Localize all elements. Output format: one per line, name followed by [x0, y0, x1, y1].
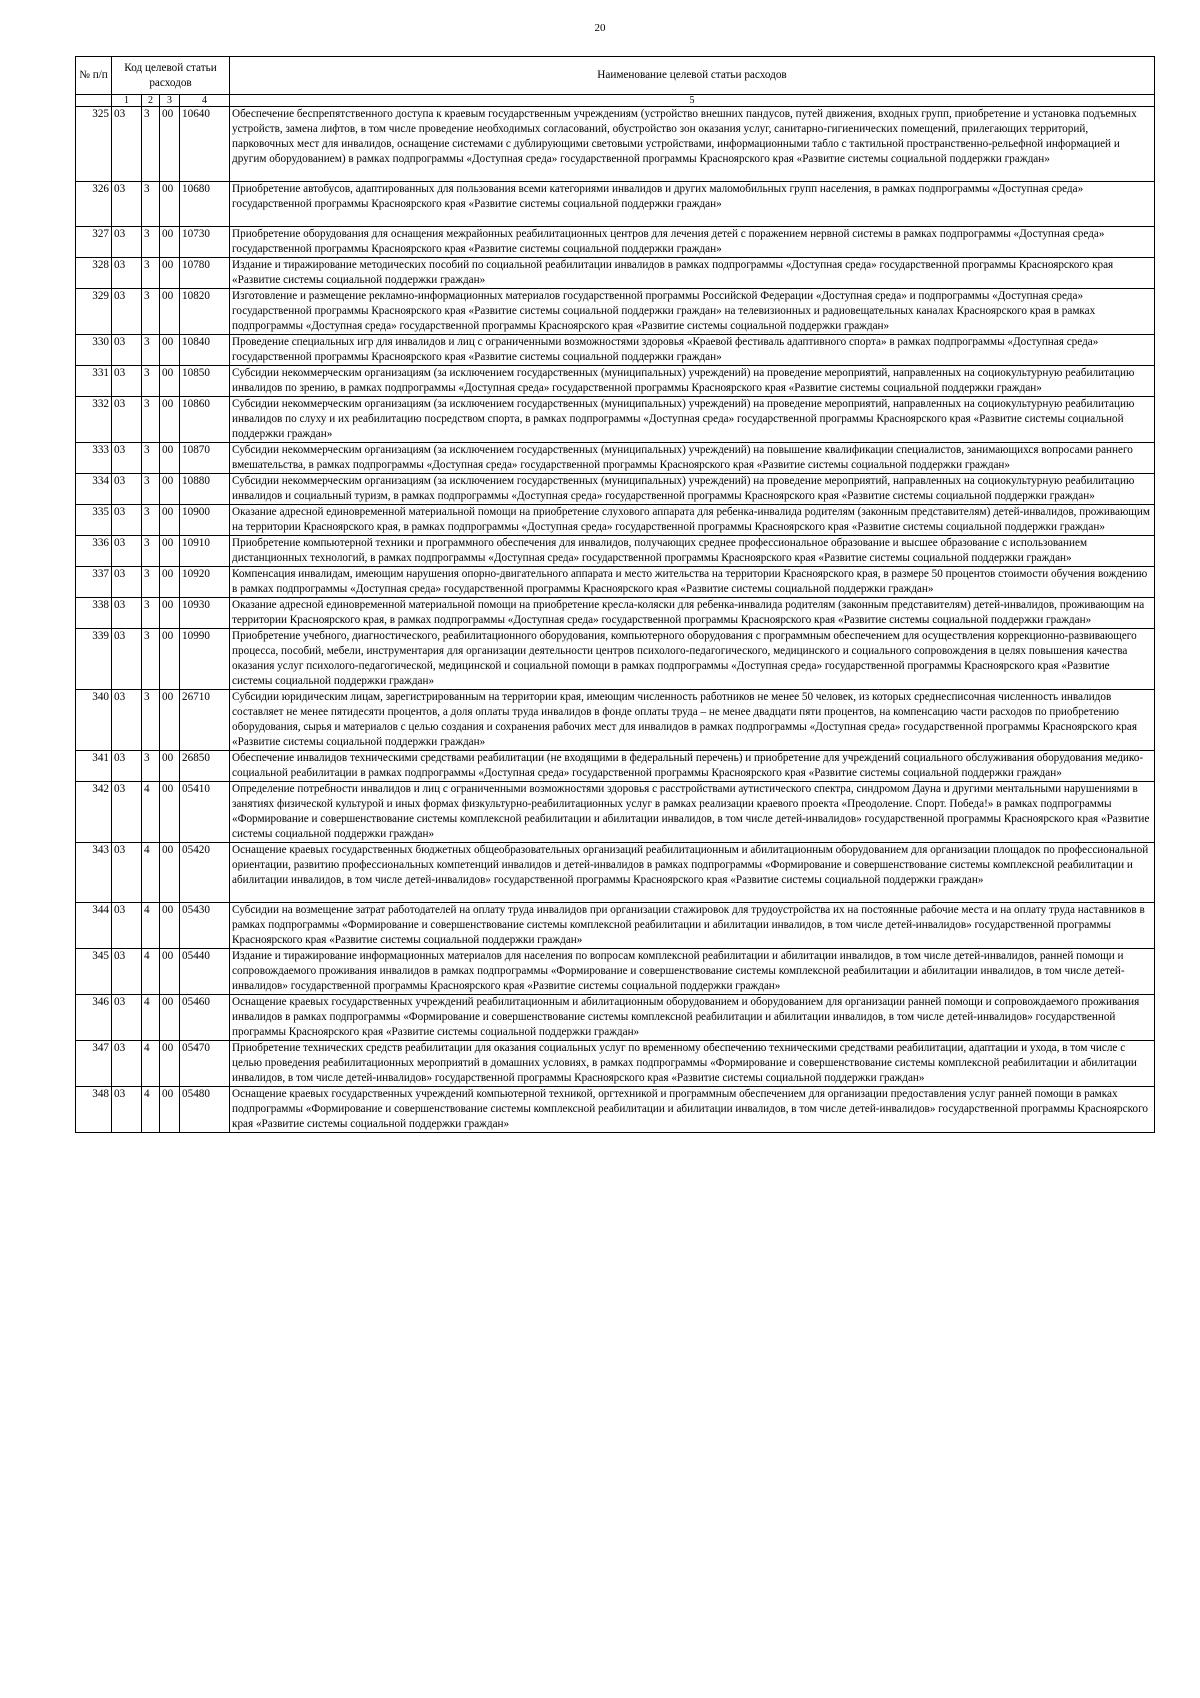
expense-item-name: Обеспечение беспрепятственного доступа к краевым государственным учреждениям (устройство внешних пандусов, путей движения, входных групп, приобретение и установка подъемных устройств, замена лифтов, в том числе проведение необходимых согласований, обустройство зон оказания услуг, санитарно-гигиенических помещений, прилегающих территорий, парковочных мест для инвалидов, оснащение системами с дублирующими световыми устройствами, информационными табло с тактильной пространственно-рельефной информацией и другим оборудованием) в рамках подпрограммы «Доступная среда» государственной программы Красноярского края «Развитие системы социальной поддержки граждан»: [230, 107, 1155, 182]
code-part-2: 4: [142, 1087, 160, 1133]
table-row: [76, 443, 1155, 474]
table-row: [76, 258, 1155, 289]
code-part-1: 03: [112, 751, 142, 782]
header-name: Наименование целевой статьи расходов: [230, 57, 1155, 95]
expense-item-name: Изготовление и размещение рекламно-информационных материалов государственной программы Российской Федерации «Доступная среда» и подпрограммы «Доступная среда» государственной программы Красноярского края «Развитие системы социальной поддержки граждан» на телевизионных и радиовещательных каналах Красноярского края в рамках подпрограммы «Доступная среда» государственной программы Красноярского края «Развитие системы социальной поддержки граждан»: [230, 289, 1155, 335]
table-row: [76, 227, 1155, 258]
table-body: [76, 107, 1155, 1133]
header-num-blank: [76, 95, 112, 107]
row-number: 325: [76, 107, 112, 182]
table-row: [76, 182, 1155, 227]
code-part-4: 10870: [180, 443, 230, 474]
code-part-3: 00: [160, 397, 180, 443]
expense-item-name: Оснащение краевых государственных учреждений реабилитационным и абилитационным оборудованием и оборудованием для организации ранней помощи и сопровождаемого проживания инвалидов в рамках подпрограммы «Формирование и совершенствование системы комплексной реабилитации и абилитации инвалидов, в том числе детей-инвалидов» государственной программы Красноярского края «Развитие системы социальной поддержки граждан»: [230, 995, 1155, 1041]
code-part-1: 03: [112, 107, 142, 182]
code-part-2: 3: [142, 629, 160, 690]
code-part-4: 10930: [180, 598, 230, 629]
row-number: 332: [76, 397, 112, 443]
code-part-1: 03: [112, 289, 142, 335]
code-part-4: 10730: [180, 227, 230, 258]
code-part-1: 03: [112, 335, 142, 366]
code-part-3: 00: [160, 107, 180, 182]
header-num: № п/п: [76, 57, 112, 95]
code-part-4: 05430: [180, 903, 230, 949]
expense-item-name: Приобретение автобусов, адаптированных для пользования всеми категориями инвалидов и других маломобильных групп населения, в рамках подпрограммы «Доступная среда» государственной программы Красноярского края «Развитие системы социальной поддержки граждан»: [230, 182, 1155, 227]
code-part-3: 00: [160, 995, 180, 1041]
code-part-1: 03: [112, 182, 142, 227]
code-part-4: 10920: [180, 567, 230, 598]
table-row: [76, 289, 1155, 335]
code-part-4: 05420: [180, 843, 230, 903]
col-number-5: 5: [230, 95, 1155, 107]
code-part-1: 03: [112, 443, 142, 474]
code-part-1: 03: [112, 366, 142, 397]
code-part-1: 03: [112, 505, 142, 536]
expense-item-name: Оказание адресной единовременной материальной помощи на приобретение слухового аппарата для ребенка-инвалида родителям (законным представителям) детей-инвалидов, проживающим на территории Красноярского края, в рамках подпрограммы «Доступная среда» государственной программы Красноярского края «Развитие системы социальной поддержки граждан»: [230, 505, 1155, 536]
table-row: [76, 903, 1155, 949]
code-part-2: 3: [142, 335, 160, 366]
code-part-2: 3: [142, 182, 160, 227]
table-row: [76, 598, 1155, 629]
code-part-3: 00: [160, 629, 180, 690]
expense-item-name: Издание и тиражирование методических пособий по социальной реабилитации инвалидов в рамках подпрограммы «Доступная среда» государственной программы Красноярского края «Развитие системы социальной поддержки граждан»: [230, 258, 1155, 289]
col-number-4: 4: [180, 95, 230, 107]
row-number: 347: [76, 1041, 112, 1087]
row-number: 348: [76, 1087, 112, 1133]
table-row: [76, 397, 1155, 443]
code-part-3: 00: [160, 1041, 180, 1087]
code-part-3: 00: [160, 366, 180, 397]
col-number-3: 3: [160, 95, 180, 107]
row-number: 326: [76, 182, 112, 227]
code-part-1: 03: [112, 995, 142, 1041]
table-row: [76, 843, 1155, 903]
table-row: [76, 995, 1155, 1041]
code-part-4: 10910: [180, 536, 230, 567]
expense-item-name: Определение потребности инвалидов и лиц с ограниченными возможностями здоровья с расстройствами аутистического спектра, синдромом Дауна и другими ментальными нарушениями в занятиях физической культурой и иных формах физкультурно-реабилитационных услуг в рамках реализации краевого проекта «Преодоление. Спорт. Победа!» в рамках подпрограммы «Формирование и совершенствование системы комплексной реабилитации и абилитации инвалидов, в том числе детей-инвалидов» государственной программы Красноярского края «Развитие системы социальной поддержки граждан»: [230, 782, 1155, 843]
row-number: 331: [76, 366, 112, 397]
col-number-2: 2: [142, 95, 160, 107]
code-part-2: 3: [142, 567, 160, 598]
expense-item-name: Оказание адресной единовременной материальной помощи на приобретение кресла-коляски для ребенка-инвалида родителям (законным представителям) детей-инвалидов, проживающим на территории Красноярского края, в рамках подпрограммы «Доступная среда» государственной программы Красноярского края «Развитие системы социальной поддержки граждан»: [230, 598, 1155, 629]
row-number: 341: [76, 751, 112, 782]
code-part-4: 05470: [180, 1041, 230, 1087]
code-part-3: 00: [160, 598, 180, 629]
code-part-2: 3: [142, 289, 160, 335]
expense-item-name: Оснащение краевых государственных бюджетных общеобразовательных организаций реабилитационным и абилитационным оборудованием для организации площадок по профессиональной ориентации, развитию профессиональных компетенций инвалидов и детей-инвалидов в рамках подпрограммы «Формирование и совершенствование системы комплексной реабилитации и абилитации инвалидов, в том числе детей-инвалидов» государственной программы Красноярского края «Развитие системы социальной поддержки граждан»: [230, 843, 1155, 903]
code-part-1: 03: [112, 1041, 142, 1087]
code-part-1: 03: [112, 843, 142, 903]
table-row: [76, 782, 1155, 843]
code-part-3: 00: [160, 751, 180, 782]
code-part-1: 03: [112, 536, 142, 567]
code-part-4: 10840: [180, 335, 230, 366]
code-part-2: 4: [142, 782, 160, 843]
row-number: 339: [76, 629, 112, 690]
row-number: 333: [76, 443, 112, 474]
code-part-3: 00: [160, 536, 180, 567]
code-part-3: 00: [160, 903, 180, 949]
code-part-3: 00: [160, 690, 180, 751]
code-part-2: 3: [142, 366, 160, 397]
code-part-1: 03: [112, 474, 142, 505]
expense-item-name: Субсидии некоммерческим организациям (за исключением государственных (муниципальных) учреждений) на проведение мероприятий, направленных на социокультурную реабилитацию инвалидов и социальный туризм, в рамках подпрограммы «Доступная среда» государственной программы Красноярского края «Развитие системы социальной поддержки граждан»: [230, 474, 1155, 505]
code-part-3: 00: [160, 474, 180, 505]
row-number: 340: [76, 690, 112, 751]
code-part-4: 10900: [180, 505, 230, 536]
row-number: 343: [76, 843, 112, 903]
code-part-4: 05460: [180, 995, 230, 1041]
table-row: [76, 536, 1155, 567]
code-part-1: 03: [112, 782, 142, 843]
row-number: 344: [76, 903, 112, 949]
code-part-2: 3: [142, 751, 160, 782]
code-part-2: 3: [142, 474, 160, 505]
code-part-3: 00: [160, 505, 180, 536]
table-row: [76, 335, 1155, 366]
code-part-3: 00: [160, 782, 180, 843]
code-part-1: 03: [112, 629, 142, 690]
table-row: [76, 1087, 1155, 1133]
code-part-4: 05410: [180, 782, 230, 843]
code-part-4: 10680: [180, 182, 230, 227]
code-part-3: 00: [160, 843, 180, 903]
table-row: [76, 505, 1155, 536]
expense-item-name: Субсидии некоммерческим организациям (за исключением государственных (муниципальных) учреждений) на проведение мероприятий, направленных на социокультурную реабилитацию инвалидов по зрению, в рамках подпрограммы «Доступная среда» государственной программы Красноярского края «Развитие системы социальной поддержки граждан»: [230, 366, 1155, 397]
row-number: 346: [76, 995, 112, 1041]
code-part-4: 26710: [180, 690, 230, 751]
code-part-2: 4: [142, 843, 160, 903]
table-row: [76, 1041, 1155, 1087]
code-part-2: 4: [142, 995, 160, 1041]
code-part-4: 05440: [180, 949, 230, 995]
col-number-1: 1: [112, 95, 142, 107]
expense-item-name: Приобретение компьютерной техники и программного обеспечения для инвалидов, получающих среднее профессиональное образование и высшее образование с использованием дистанционных технологий, в рамках подпрограммы «Доступная среда» государственной программы Красноярского края «Развитие системы социальной поддержки граждан»: [230, 536, 1155, 567]
code-part-4: 05480: [180, 1087, 230, 1133]
expense-item-name: Субсидии юридическим лицам, зарегистрированным на территории края, имеющим численность работников не менее 50 человек, из которых среднесписочная численность инвалидов составляет не менее пятидесяти процентов, а доля оплаты труда инвалидов в фонде оплаты труда – не менее двадцати пяти процентов, на компенсацию части расходов по приобретению оборудования, сырья и материалов с целью создания и сохранения рабочих мест для инвалидов в рамках подпрограммы «Доступная среда» государственной программы Красноярского края «Развитие системы социальной поддержки граждан»: [230, 690, 1155, 751]
row-number: 335: [76, 505, 112, 536]
expense-item-name: Оснащение краевых государственных учреждений компьютерной техникой, оргтехникой и программным обеспечением для организации предоставления услуг ранней помощи в рамках подпрограммы «Формирование и совершенствование системы комплексной реабилитации и абилитации инвалидов, в том числе детей-инвалидов» государственной программы Красноярского края «Развитие системы социальной поддержки граждан»: [230, 1087, 1155, 1133]
row-number: 330: [76, 335, 112, 366]
table-row: [76, 567, 1155, 598]
table-row: [76, 949, 1155, 995]
expense-item-name: Обеспечение инвалидов техническими средствами реабилитации (не входящими в федеральный перечень) и приобретение для учреждений социального обслуживания оборудования медико-социальной реабилитации в рамках подпрограммы «Доступная среда» государственной программы Красноярского края «Развитие системы социальной поддержки граждан»: [230, 751, 1155, 782]
code-part-4: 10860: [180, 397, 230, 443]
code-part-3: 00: [160, 182, 180, 227]
code-part-1: 03: [112, 598, 142, 629]
code-part-3: 00: [160, 949, 180, 995]
expense-item-name: Субсидии некоммерческим организациям (за исключением государственных (муниципальных) учреждений) на проведение мероприятий, направленных на социокультурную реабилитацию инвалидов по слуху и их реабилитацию посредством спорта, в рамках подпрограммы «Доступная среда» государственной программы Красноярского края «Развитие системы социальной поддержки граждан»: [230, 397, 1155, 443]
expense-item-name: Проведение специальных игр для инвалидов и лиц с ограниченными возможностями здоровья «Краевой фестиваль адаптивного спорта» в рамках подпрограммы «Доступная среда» государственной программы Красноярского края «Развитие системы социальной поддержки граждан»: [230, 335, 1155, 366]
budget-table: [75, 56, 1155, 1133]
expense-item-name: Приобретение учебного, диагностического, реабилитационного оборудования, компьютерного оборудования с программным обеспечением для осуществления коррекционно-развивающего процесса, пособий, мебели, инструментария для организации деятельности центров психолого-педагогического, медицинского и социального сопровождения в целях повышения качества оказания услуг психолого-педагогической, медицинской и социальной помощи в рамках подпрограммы «Доступная среда» государственной программы Красноярского края «Развитие системы социальной поддержки граждан»: [230, 629, 1155, 690]
code-part-4: 10880: [180, 474, 230, 505]
code-part-1: 03: [112, 949, 142, 995]
code-part-2: 4: [142, 903, 160, 949]
row-number: 327: [76, 227, 112, 258]
code-part-3: 00: [160, 567, 180, 598]
expense-item-name: Компенсация инвалидам, имеющим нарушения опорно-двигательного аппарата и место жительства на территории Красноярского края, в размере 50 процентов стоимости обучения вождению в рамках подпрограммы «Доступная среда» государственной программы Красноярского края «Развитие системы социальной поддержки граждан»: [230, 567, 1155, 598]
code-part-1: 03: [112, 227, 142, 258]
expense-item-name: Приобретение технических средств реабилитации для оказания социальных услуг по временному обеспечению техническими средствами реабилитации, адаптации и ухода, в том числе с целью проведения реабилитационных мероприятий в домашних условиях, в рамках подпрограммы «Формирование и совершенствование системы комплексной реабилитации и абилитации инвалидов, в том числе детей-инвалидов» государственной программы Красноярского края «Развитие системы социальной поддержки граждан»: [230, 1041, 1155, 1087]
code-part-4: 10850: [180, 366, 230, 397]
row-number: 334: [76, 474, 112, 505]
code-part-3: 00: [160, 335, 180, 366]
code-part-4: 10640: [180, 107, 230, 182]
code-part-3: 00: [160, 289, 180, 335]
row-number: 338: [76, 598, 112, 629]
code-part-4: 10780: [180, 258, 230, 289]
code-part-2: 3: [142, 443, 160, 474]
row-number: 345: [76, 949, 112, 995]
code-part-2: 3: [142, 690, 160, 751]
code-part-2: 3: [142, 227, 160, 258]
row-number: 336: [76, 536, 112, 567]
row-number: 342: [76, 782, 112, 843]
row-number: 328: [76, 258, 112, 289]
code-part-1: 03: [112, 397, 142, 443]
expense-item-name: Субсидии некоммерческим организациям (за исключением государственных (муниципальных) учреждений) на повышение квалификации специалистов, занимающихся вопросами раннего вмешательства, в рамках подпрограммы «Доступная среда» государственной программы Красноярского края «Развитие системы социальной поддержки граждан»: [230, 443, 1155, 474]
code-part-2: 3: [142, 505, 160, 536]
code-part-3: 00: [160, 227, 180, 258]
table-row: [76, 366, 1155, 397]
code-part-4: 10820: [180, 289, 230, 335]
code-part-3: 00: [160, 443, 180, 474]
code-part-1: 03: [112, 690, 142, 751]
table-row: [76, 474, 1155, 505]
row-number: 329: [76, 289, 112, 335]
code-part-1: 03: [112, 1087, 142, 1133]
expense-item-name: Приобретение оборудования для оснащения межрайонных реабилитационных центров для лечения детей с поражением нервной системы в рамках подпрограммы «Доступная среда» государственной программы Красноярского края «Развитие системы социальной поддержки граждан»: [230, 227, 1155, 258]
code-part-4: 10990: [180, 629, 230, 690]
table-row: [76, 751, 1155, 782]
table-row: [76, 629, 1155, 690]
code-part-2: 3: [142, 536, 160, 567]
code-part-2: 4: [142, 949, 160, 995]
header-code: Код целевой статьи расходов: [112, 57, 230, 95]
code-part-2: 4: [142, 1041, 160, 1087]
row-number: 337: [76, 567, 112, 598]
code-part-4: 26850: [180, 751, 230, 782]
expense-item-name: Субсидии на возмещение затрат работодателей на оплату труда инвалидов при организации стажировок для трудоустройства их на постоянные рабочие места и на оплату труда наставников в рамках подпрограммы «Формирование и совершенствование системы комплексной реабилитации и абилитации инвалидов, в том числе детей-инвалидов» государственной программы Красноярского края «Развитие системы социальной поддержки граждан»: [230, 903, 1155, 949]
code-part-1: 03: [112, 903, 142, 949]
code-part-3: 00: [160, 1087, 180, 1133]
code-part-2: 3: [142, 258, 160, 289]
code-part-1: 03: [112, 258, 142, 289]
table-row: [76, 690, 1155, 751]
code-part-2: 3: [142, 598, 160, 629]
code-part-3: 00: [160, 258, 180, 289]
expense-item-name: Издание и тиражирование информационных материалов для населения по вопросам комплексной реабилитации и абилитации инвалидов, в том числе детей-инвалидов, ранней помощи и сопровождаемого проживания инвалидов в рамках подпрограммы «Формирование и совершенствование системы комплексной реабилитации и абилитации инвалидов, в том числе детей-инвалидов» государственной программы Красноярского края «Развитие системы социальной поддержки граждан»: [230, 949, 1155, 995]
table-row: [76, 107, 1155, 182]
code-part-2: 3: [142, 107, 160, 182]
page-number: 20: [594, 22, 606, 34]
code-part-1: 03: [112, 567, 142, 598]
code-part-2: 3: [142, 397, 160, 443]
